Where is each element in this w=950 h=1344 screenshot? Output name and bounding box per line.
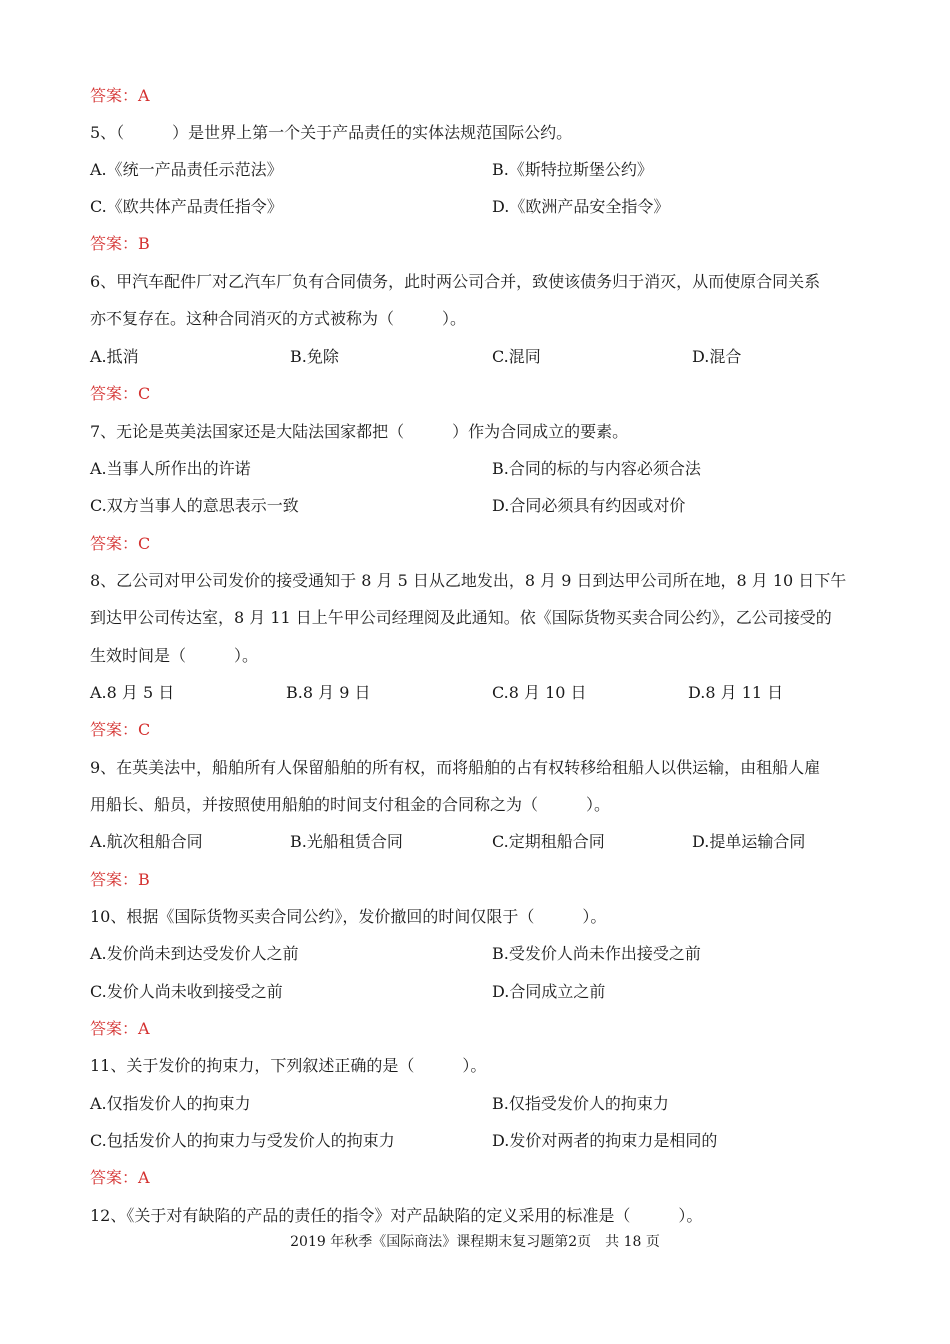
- option-b: B.免除: [290, 347, 339, 366]
- option-d: D.发价对两者的拘束力是相同的: [492, 1131, 718, 1150]
- option-c: C.双方当事人的意思表示一致: [90, 496, 299, 515]
- option-b: B.《斯特拉斯堡公约》: [492, 160, 653, 179]
- option-d: D.8 月 11 日: [688, 683, 784, 702]
- option-d: D.合同必须具有约因或对价: [492, 496, 686, 515]
- option-d: D.提单运输合同: [692, 832, 806, 851]
- option-c: C.发价人尚未收到接受之前: [90, 982, 283, 1001]
- answer-q5: 答案：B: [90, 234, 150, 253]
- question-10-stem: 10、根据《国际货物买卖合同公约》，发价撤回的时间仅限于（ ）。: [90, 907, 607, 926]
- option-b: B.合同的标的与内容必须合法: [492, 459, 701, 478]
- option-c: C.8 月 10 日: [492, 683, 587, 702]
- question-6-stem: 亦不复存在。这种合同消灭的方式被称为（ ）。: [90, 309, 467, 328]
- question-6-stem: 6、甲汽车配件厂对乙汽车厂负有合同债务，此时两公司合并，致使该债务归于消灭，从而使原合同关系: [90, 272, 821, 291]
- option-c: C.《欧共体产品责任指令》: [90, 197, 283, 216]
- answer-q4: 答案：A: [90, 86, 150, 105]
- option-c: C.定期租船合同: [492, 832, 605, 851]
- answer-q10: 答案：A: [90, 1019, 150, 1038]
- question-8-stem: 生效时间是（ ）。: [90, 646, 259, 665]
- option-c: C.包括发价人的拘束力与受发价人的拘束力: [90, 1131, 395, 1150]
- option-a: A.8 月 5 日: [90, 683, 175, 702]
- option-b: B.仅指受发价人的拘束力: [492, 1094, 669, 1113]
- question-7-stem: 7、无论是英美法国家还是大陆法国家都把（ ）作为合同成立的要素。: [90, 422, 629, 441]
- answer-q7: 答案：C: [90, 534, 151, 553]
- question-11-stem: 11、关于发价的拘束力，下列叙述正确的是（ ）。: [90, 1056, 487, 1075]
- option-d: D.合同成立之前: [492, 982, 606, 1001]
- answer-q11: 答案：A: [90, 1168, 150, 1187]
- option-b: B.光船租赁合同: [290, 832, 403, 851]
- option-a: A.发价尚未到达受发价人之前: [90, 944, 299, 963]
- option-a: A.当事人所作出的许诺: [90, 459, 251, 478]
- option-a: A.航次租船合同: [90, 832, 203, 851]
- question-9-stem: 用船长、船员，并按照使用船舶的时间支付租金的合同称之为（ ）。: [90, 795, 611, 814]
- answer-q6: 答案：C: [90, 384, 151, 403]
- question-5-stem: 5、（ ）是世界上第一个关于产品责任的实体法规范国际公约。: [90, 123, 573, 142]
- option-b: B.8 月 9 日: [286, 683, 371, 702]
- option-a: A.《统一产品责任示范法》: [90, 160, 283, 179]
- answer-q9: 答案：B: [90, 870, 150, 889]
- page-footer: 2019 年秋季《国际商法》课程期末复习题第2页 共 18 页: [290, 1234, 660, 1250]
- option-b: B.受发价人尚未作出接受之前: [492, 944, 701, 963]
- option-c: C.混同: [492, 347, 541, 366]
- option-d: D.混合: [692, 347, 742, 366]
- option-a: A.仅指发价人的拘束力: [90, 1094, 251, 1113]
- option-a: A.抵消: [90, 347, 139, 366]
- question-8-stem: 8、乙公司对甲公司发价的接受通知于 8 月 5 日从乙地发出，8 月 9 日到达甲公司所在地，8 月 10 日下午: [90, 571, 847, 590]
- question-8-stem: 到达甲公司传达室，8 月 11 日上午甲公司经理阅及此通知。依《国际货物买卖合同公约》，乙公司接受的: [90, 608, 832, 627]
- question-12-stem: 12、《关于对有缺陷的产品的责任的指令》对产品缺陷的定义采用的标准是（ ）。: [90, 1206, 703, 1225]
- answer-q8: 答案：C: [90, 720, 151, 739]
- question-9-stem: 9、在英美法中，船舶所有人保留船舶的所有权，而将船舶的占有权转移给租船人以供运输，由租船人雇: [90, 758, 821, 777]
- option-d: D.《欧洲产品安全指令》: [492, 197, 670, 216]
